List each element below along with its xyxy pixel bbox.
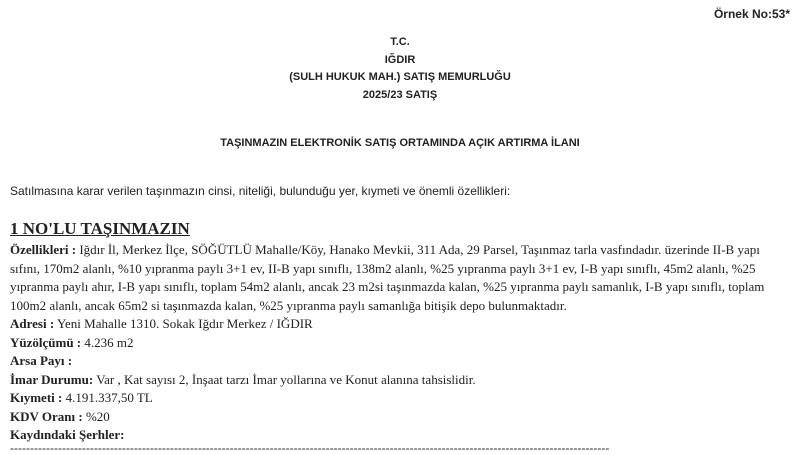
- header-republic: T.C.: [390, 36, 410, 48]
- zoning-value: Var , Kat sayısı 2, İnşaat tarzı İmar yollarına ve Konut alanına tahsislidir.: [93, 371, 476, 387]
- land-share-row: [10, 352, 788, 371]
- vat-row: [10, 408, 788, 427]
- value-value: 4.191.337,50 TL: [62, 390, 153, 405]
- header-office: (SULH HUKUK MAH.) SATIŞ MEMURLUĞU: [289, 71, 511, 83]
- vat-value: %20: [82, 408, 110, 424]
- features-row: [10, 241, 788, 315]
- land-share-label: Arsa Payı :: [10, 353, 73, 368]
- address-row: [10, 315, 788, 334]
- header-city: IĞDIR: [384, 53, 416, 66]
- features-value: Iğdır İl, Merkez İlçe, SÖĞÜTLÜ Mahalle/Köy, Hanako Mevkii, 311 Ada, 29 Parsel, Taşınmaz tarla vasfındadır. üzerinde II-B yapı sıfını, 170m2 alanlı, %10 yıpranma paylı 3+1 ev, II-B yapı sınıflı, 138m2 alanlı, %25 yıpranma paylı 3+1 ev, I-B yapı sınıflı, 45m2 alanlı, %25 yıpranma paylı ahır, I-B yapı sınıflı, toplam 54m2 alanlı, ancak 23 m2si taşınmazda kalan, %25 yıpranma paylı samanlık, I-B yapı sınıflı, toplam 100m2 alanlı, ancak 65m2 si taşınmazda kalan, %25 yıpranma paylı samanlığa bitişik depo bulunmaktadır.: [10, 242, 765, 313]
- zoning-row: [10, 371, 788, 390]
- area-row: [10, 334, 788, 353]
- address-value: Yeni Mahalle 1310. Sokak Iğdır Merkez / IĞDIR: [54, 316, 313, 331]
- area-value: 4.236 m2: [81, 334, 134, 350]
- records-label: Kaydındaki Şerhler:: [10, 427, 125, 442]
- separator-line: ------------------------------------------------------------------------------------------------------------------------------------------------------: [10, 441, 610, 455]
- document-header: [0, 34, 800, 104]
- notice-title: TAŞINMAZIN ELEKTRONİK SATIŞ ORTAMINDA AÇIK ARTIRMA İLANI: [220, 137, 580, 149]
- property-title: 1 NO'LU TAŞINMAZIN: [10, 219, 190, 238]
- features-label: Özellikleri :: [10, 242, 77, 257]
- value-label: Kıymeti :: [10, 390, 63, 405]
- value-row: [10, 389, 788, 408]
- address-label: Adresi :: [10, 316, 55, 331]
- vat-label: KDV Oranı :: [10, 408, 83, 424]
- area-label: Yüzölçümü :: [10, 334, 82, 350]
- intro-text: Satılmasına karar verilen taşınmazın cinsi, niteliği, bulunduğu yer, kıymeti ve önemli özellikleri:: [10, 184, 511, 198]
- sample-number: Örnek No:53*: [713, 7, 790, 21]
- header-file-number: 2025/23 SATIŞ: [362, 88, 438, 101]
- zoning-label: İmar Durumu:: [10, 371, 94, 387]
- property-details: [10, 241, 788, 445]
